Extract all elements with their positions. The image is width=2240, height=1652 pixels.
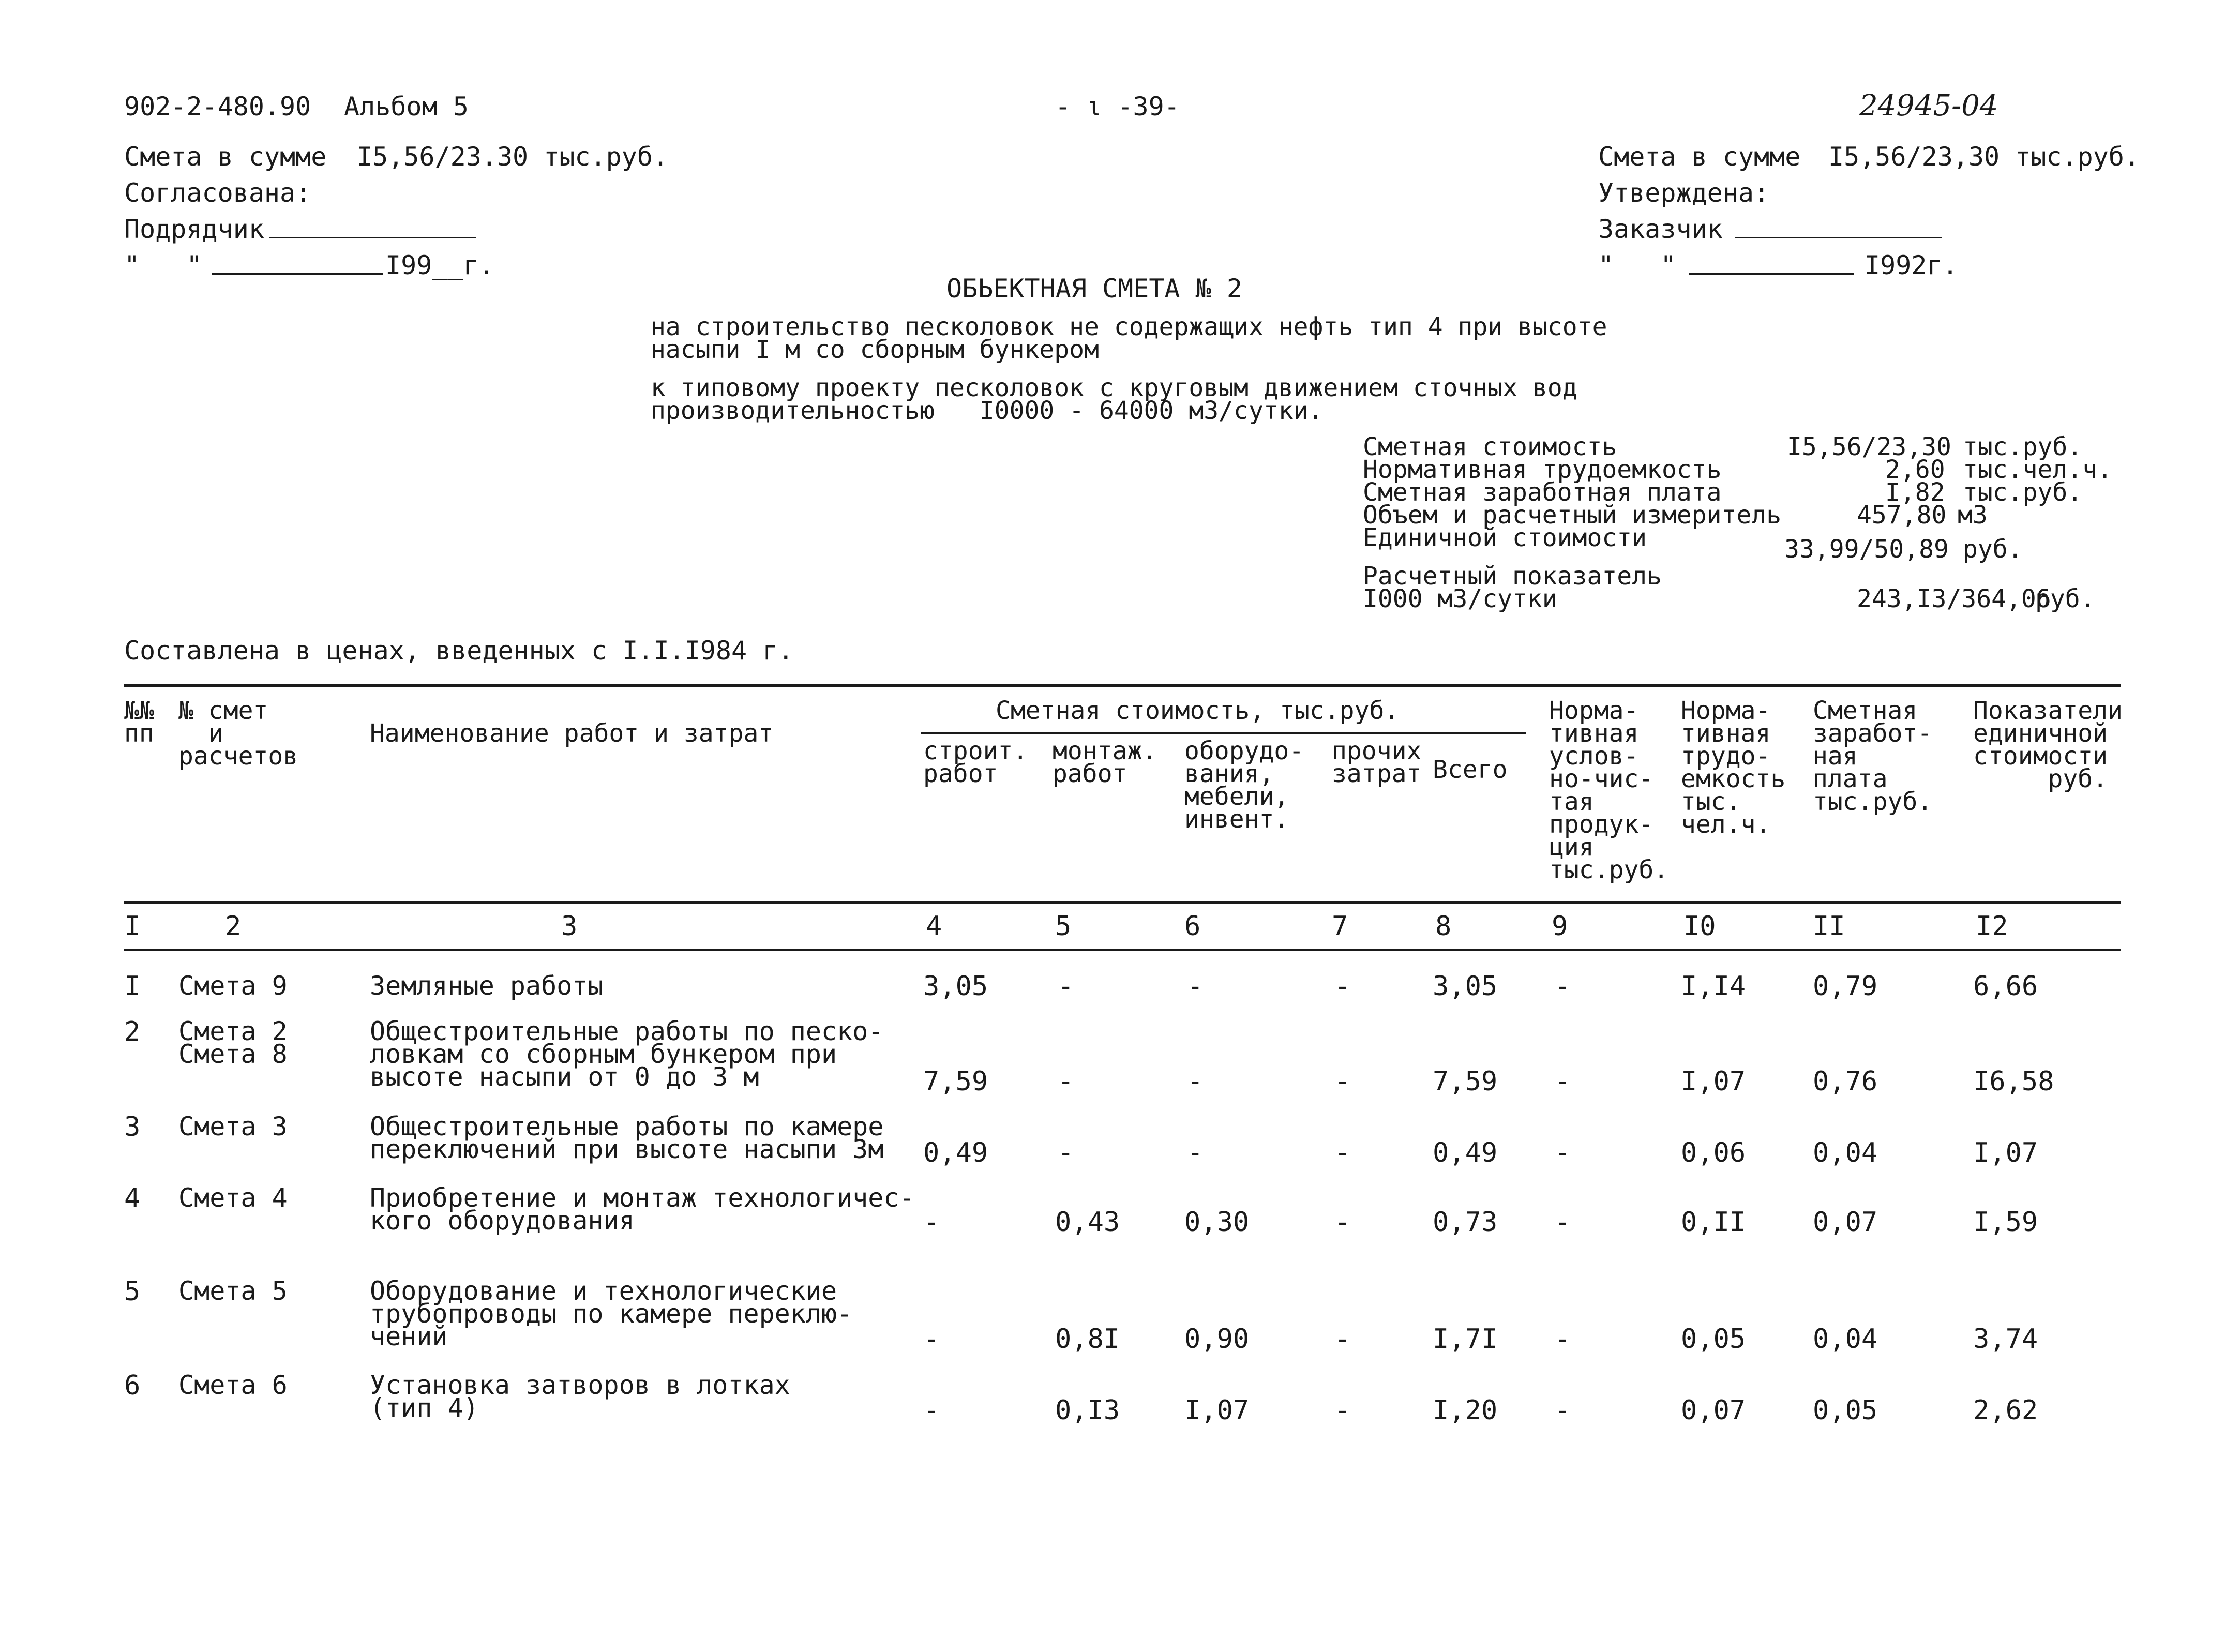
column-number: 7 [1332,911,1348,942]
col-header-norm-output: Норма- тивная услов- но-чис- тая продук- ция тыс.руб. [1549,696,1669,884]
project-line-2: производительностью I0000 - 64000 м3/сутки. [651,396,1324,425]
col-header-labor: Норма- тивная трудо- емкость тыс. чел.ч. [1681,696,1786,839]
cell-total: 0,49 [1433,1137,1498,1168]
cell-installation: 0,I3 [1055,1395,1120,1426]
summary-label: Сметная стоимость [1363,432,1617,461]
col-header-cost-group: Сметная стоимость, тыс.руб. [996,696,1400,725]
cell-construction: 3,05 [923,971,988,1002]
row-number: 6 [124,1370,141,1401]
cell-norm-output: - [1554,1207,1571,1238]
column-numbers-rule [124,949,2121,951]
row-estimate: Смета 2 Смета 8 [178,1016,288,1069]
column-number: 5 [1055,911,1072,942]
cell-labor: 0,II [1681,1207,1746,1238]
summary-unit: м3 [1958,501,1988,530]
column-number: I0 [1683,911,1716,942]
cell-equipment: - [1187,1137,1204,1168]
col-header-num: №№ пп [124,696,154,748]
column-number: 2 [225,911,242,942]
row-number: I [124,971,141,1002]
row-name: Земляные работы [370,971,604,1001]
cell-total: 7,59 [1433,1066,1498,1097]
row-name: Общестроительные работы по песко- ловкам со сборным бункером при высоте насыпи от 0 до 3 м [370,1016,884,1092]
document-code: 902-2-480.90 [124,92,311,122]
agreed-label: Согласована: [124,178,311,208]
header-bottom-rule [124,901,2121,904]
cell-wages: 0,07 [1813,1207,1878,1238]
column-number: 8 [1435,911,1452,942]
summary-label: Сметная заработная плата [1363,478,1722,507]
row-number: 2 [124,1016,141,1047]
summary-value: I5,56/23,30 [1787,432,1951,461]
col-header-estimate: № смет и расчетов [178,696,298,771]
cell-indicator: 3,74 [1973,1324,2038,1355]
column-number: 9 [1552,911,1568,942]
cell-wages: 0,76 [1813,1066,1878,1097]
cell-indicator: I6,58 [1973,1066,2054,1097]
right-sum-label: Смета в сумме [1598,142,1801,172]
archive-number: 24945-04 [1859,89,1998,123]
project-line-1: к типовому проекту песколовок с круговым движением сточных вод [651,373,1577,402]
cell-total: 0,73 [1433,1207,1498,1238]
cell-indicator: 2,62 [1973,1395,2038,1426]
summary-unit: руб. [2035,584,2095,613]
cell-norm-output: - [1554,1395,1571,1426]
cell-wages: 0,04 [1813,1137,1878,1168]
cell-installation: - [1058,1066,1074,1097]
cell-construction: - [923,1207,940,1238]
row-estimate: Смета 6 [178,1370,288,1400]
cell-installation: 0,8I [1055,1324,1120,1355]
row-number: 4 [124,1183,141,1214]
summary-label: Расчетный показатель [1363,562,1662,591]
cell-total: 3,05 [1433,971,1498,1002]
cell-construction: - [923,1324,940,1355]
left-date-line [212,252,383,277]
column-number: I [124,911,141,942]
album-label: Альбом 5 [344,92,469,122]
row-estimate: Смета 4 [178,1183,288,1213]
column-number: I2 [1976,911,2008,942]
cell-wages: 0,05 [1813,1395,1878,1426]
subject-line-1: на строительство песколовок не содержащих нефть тип 4 при высоте [651,312,1607,341]
cell-norm-output: - [1554,1137,1571,1168]
cost-group-rule [921,732,1526,734]
row-estimate: Смета 9 [178,971,288,1001]
cell-other: - [1334,1137,1351,1168]
col-header-indicator: Показатели единичной стоимости руб. [1973,696,2123,793]
summary-unit: тыс.чел.ч. [1963,455,2112,484]
cell-construction: 0,49 [923,1137,988,1168]
cell-installation: 0,43 [1055,1207,1120,1238]
cell-construction: - [923,1395,940,1426]
contractor-label: Подрядчик [124,214,264,244]
summary-label: Нормативная трудоемкость [1363,455,1722,484]
cell-other: - [1334,1395,1351,1426]
cell-equipment: I,07 [1184,1395,1250,1426]
cell-wages: 0,04 [1813,1324,1878,1355]
right-year: I992г. [1865,250,1958,280]
row-estimate: Смета 3 [178,1112,288,1142]
summary-value: 2,60 [1885,455,1945,484]
row-name: Общестроительные работы по камере переключений при высоте насыпи 3м [370,1112,884,1164]
summary-value: 243,I3/364,06 [1857,584,2051,613]
estimate-heading: ОБЬЕКТНАЯ СМЕТА № 2 [946,274,1242,304]
cell-indicator: I,59 [1973,1207,2038,1238]
page-number: - ι -39- [1055,92,1180,122]
cell-installation: - [1058,1137,1074,1168]
left-sum-label: Смета в сумме [124,142,327,172]
row-name: Приобретение и монтаж технологичес- кого оборудования [370,1183,915,1236]
prices-note: Составлена в ценах, введенных с I.I.I984 г. [124,636,794,666]
cell-equipment: - [1187,971,1204,1002]
left-sum-value: I5,56/23.30 тыс.руб. [357,142,669,172]
summary-value: I,82 [1885,478,1945,507]
row-name: Оборудование и технологические трубопроводы по камере переклю- чений [370,1276,853,1351]
cell-labor: I,I4 [1681,971,1746,1002]
summary-label: Объем и расчетный измеритель [1363,501,1782,530]
cell-installation: - [1058,971,1074,1002]
table-top-rule [124,684,2121,687]
column-number: 3 [561,911,578,942]
column-number: 4 [926,911,942,942]
cell-construction: 7,59 [923,1066,988,1097]
left-date-quotes: " " [124,250,202,280]
col-header-wages: Сметная заработ- ная плата тыс.руб. [1813,696,1933,816]
summary-unit: тыс.руб. [1963,478,2083,507]
cell-norm-output: - [1554,1324,1571,1355]
cell-labor: 0,05 [1681,1324,1746,1355]
cell-labor: 0,06 [1681,1137,1746,1168]
approved-label: Утверждена: [1598,178,1770,208]
cell-other: - [1334,1207,1351,1238]
summary-label: I000 м3/сутки [1363,584,1557,613]
cell-other: - [1334,1324,1351,1355]
summary-label: Единичной стоимости [1363,523,1647,552]
right-date-quotes: " " [1598,250,1676,280]
cell-indicator: I,07 [1973,1137,2038,1168]
subject-line-2: насыпи I м со сборным бункером [651,335,1099,364]
col-header-other: прочих затрат [1332,737,1422,788]
summary-value: 457,80 [1857,501,1947,530]
col-header-total: Всего [1433,755,1508,784]
cell-indicator: 6,66 [1973,971,2038,1002]
summary-unit: тыс.руб. [1963,432,2083,461]
cell-norm-output: - [1554,971,1571,1002]
right-sum-value: I5,56/23,30 тыс.руб. [1828,142,2140,172]
summary-value: 33,99/50,89 [1784,535,1949,564]
row-name: Установка затворов в лотках (тип 4) [370,1370,790,1423]
cell-labor: 0,07 [1681,1395,1746,1426]
cell-equipment: 0,30 [1184,1207,1250,1238]
contractor-signature-line [269,216,476,241]
cell-norm-output: - [1554,1066,1571,1097]
cell-wages: 0,79 [1813,971,1878,1002]
cell-labor: I,07 [1681,1066,1746,1097]
cell-other: - [1334,1066,1351,1097]
summary-unit: руб. [1963,535,2023,564]
cell-total: I,20 [1433,1395,1498,1426]
cell-total: I,7I [1433,1324,1498,1355]
col-header-construction: строит. работ [923,737,1028,788]
customer-signature-line [1735,216,1942,241]
row-number: 3 [124,1112,141,1143]
right-date-line [1689,252,1854,277]
col-header-equipment: оборудо- вания, мебели, инвент. [1184,737,1304,834]
row-estimate: Смета 5 [178,1276,288,1306]
cell-equipment: 0,90 [1184,1324,1250,1355]
column-number: II [1813,911,1845,942]
customer-label: Заказчик [1598,214,1723,244]
cell-equipment: - [1187,1066,1204,1097]
col-header-installation: монтаж. работ [1053,737,1157,788]
cell-other: - [1334,971,1351,1002]
column-number: 6 [1184,911,1201,942]
col-header-name: Наименование работ и затрат [370,719,774,748]
row-number: 5 [124,1276,141,1307]
left-year: I99__г. [385,250,494,280]
